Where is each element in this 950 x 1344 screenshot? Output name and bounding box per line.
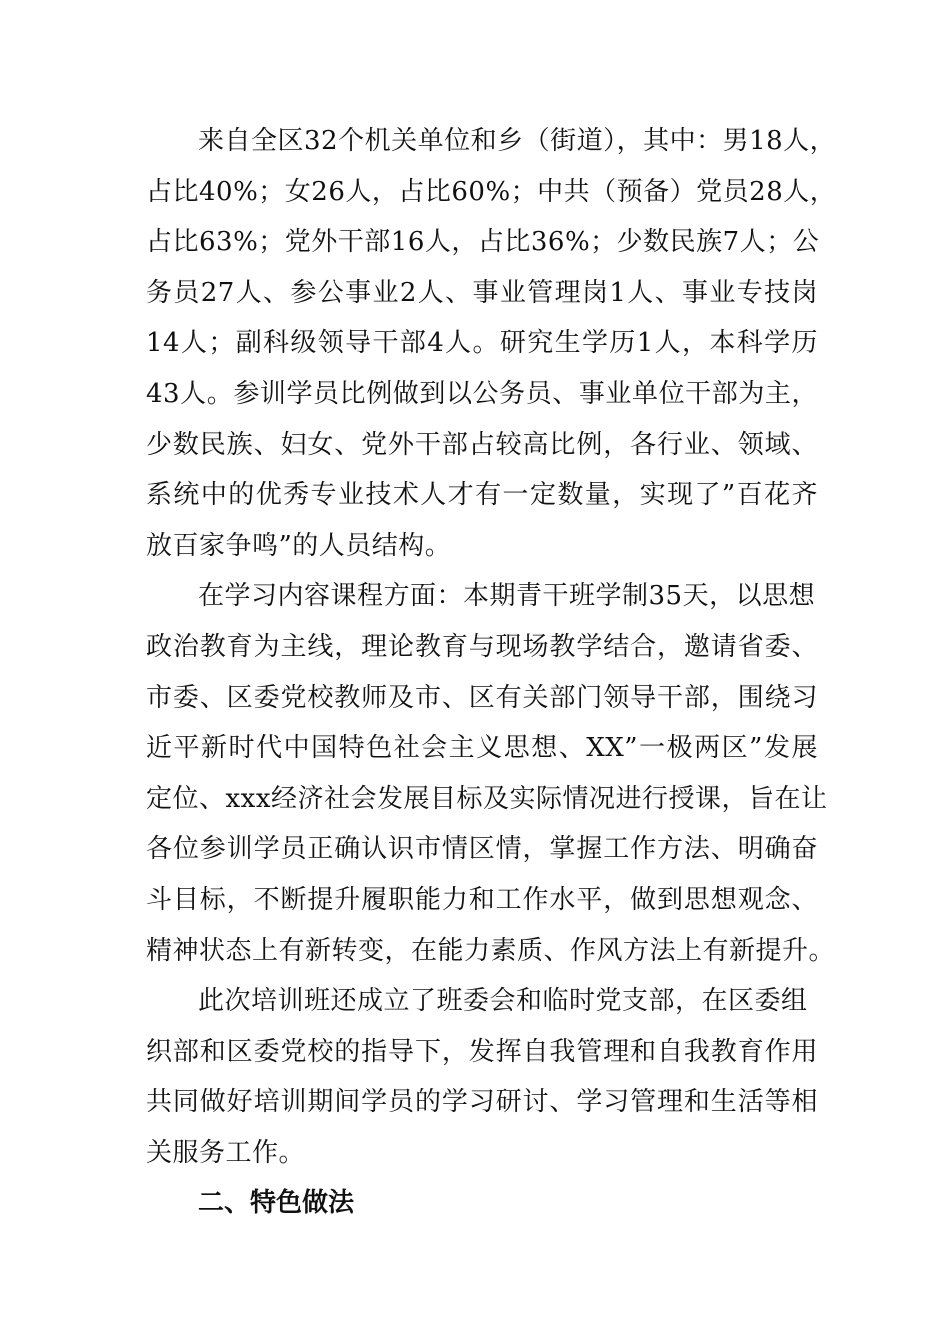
text-line: 43人。参训学员比例做到以公务员、事业单位干部为主， [146, 378, 818, 409]
text-line: 共同做好培训期间学员的学习研讨、学习管理和生活等相 [146, 1087, 818, 1118]
paragraph-3 [146, 988, 836, 1166]
text-line: 近平新时代中国特色社会主义思想、XX”一极两区”发展 [146, 733, 818, 764]
text-line: 务员27人、参公事业2人、事业管理岗1人、事业专技岗 [146, 277, 818, 308]
text-line: 14人；副科级领导干部4人。研究生学历1人，本科学历 [146, 328, 818, 359]
text-line: 定位、xxx经济社会发展目标及实际情况进行授课，旨在让 [146, 783, 828, 814]
text-line: 放百家争鸣”的人员结构。 [146, 530, 452, 561]
text-line: 来自全区32个机关单位和乡（街道），其中：男18人， [198, 126, 837, 156]
text-line: 政治教育为主线，理论教育与现场教学结合，邀请省委、 [146, 631, 818, 662]
text-line: 织部和区委党校的指导下，发挥自我管理和自我教育作用 [146, 1036, 818, 1067]
section-heading: 二、特色做法 [198, 1188, 355, 1219]
text-line: 占比63%；党外干部16人，占比36%；少数民族7人；公 [146, 227, 820, 258]
paragraph-1 [146, 128, 836, 559]
text-line: 少数民族、妇女、党外干部占较高比例，各行业、领域、 [146, 429, 818, 460]
text-line: 此次培训班还成立了班委会和临时党支部，在区委组 [198, 986, 808, 1017]
text-line: 在学习内容课程方面：本期青干班学制35天，以思想 [198, 581, 816, 612]
text-line: 关服务工作。 [146, 1137, 306, 1168]
paragraph-2 [146, 581, 836, 966]
text-line: 斗目标，不断提升履职能力和工作水平，做到思想观念、 [146, 884, 818, 915]
text-line: 精神状态上有新转变，在能力素质、作风方法上有新提升。 [146, 935, 836, 966]
text-line: 市委、区委党校教师及市、区有关部门领导干部，围绕习 [146, 682, 818, 713]
text-line: 占比40%；女26人，占比60%；中共（预备）党员28人， [146, 176, 837, 207]
document-page [146, 126, 837, 1219]
text-line: 各位参训学员正确认识市情区情，掌握工作方法、明确奋 [146, 834, 818, 865]
text-line: 系统中的优秀专业技术人才有一定数量，实现了”百花齐 [146, 480, 818, 511]
